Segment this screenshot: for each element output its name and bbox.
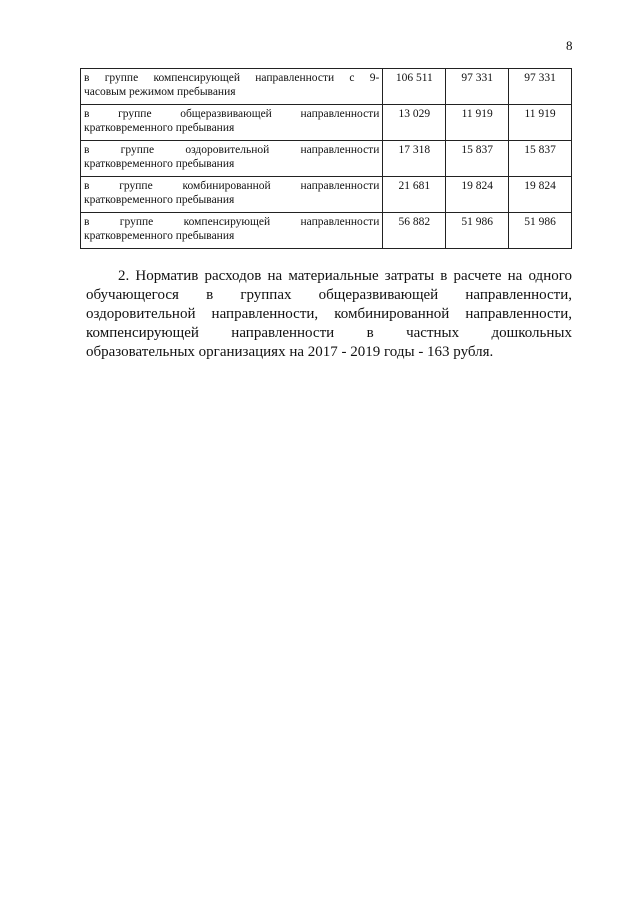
row-description-line: в группе компенсирующей направленности с 9- — [84, 72, 380, 84]
value-2017: 106 511 — [383, 69, 446, 105]
row-description-line: кратковременного пребывания — [84, 158, 235, 170]
value-2018: 15 837 — [446, 141, 509, 177]
expense-norm-paragraph — [86, 267, 572, 362]
value-2019: 19 824 — [509, 177, 572, 213]
row-description — [81, 213, 383, 249]
table-row — [81, 177, 572, 213]
row-description — [81, 69, 383, 105]
table-row — [81, 69, 572, 105]
row-description-line: в группе компенсирующей направленности — [84, 216, 380, 228]
value-2018: 19 824 — [446, 177, 509, 213]
table-row — [81, 105, 572, 141]
norms-table — [80, 68, 572, 249]
row-description-line: кратковременного пребывания — [84, 122, 235, 134]
row-description-line: в группе комбинированной направленности — [84, 180, 380, 192]
value-2018: 97 331 — [446, 69, 509, 105]
row-description-line: в группе общеразвивающей направленности — [84, 108, 380, 120]
value-2017: 13 029 — [383, 105, 446, 141]
row-description-line: часовым режимом пребывания — [84, 86, 236, 98]
value-2019: 15 837 — [509, 141, 572, 177]
paragraph-line: 2. Норматив расходов на материальные затраты в расчете на одного — [118, 268, 572, 284]
value-2018: 51 986 — [446, 213, 509, 249]
row-description-line: кратковременного пребывания — [84, 230, 235, 242]
value-2019: 97 331 — [509, 69, 572, 105]
value-2017: 56 882 — [383, 213, 446, 249]
table-row — [81, 213, 572, 249]
value-2017: 17 318 — [383, 141, 446, 177]
value-2019: 51 986 — [509, 213, 572, 249]
table-row — [81, 141, 572, 177]
row-description — [81, 141, 383, 177]
paragraph-line: оздоровительной направленности, комбинированной направленности, — [86, 306, 572, 322]
value-2019: 11 919 — [509, 105, 572, 141]
page-number: 8 — [566, 38, 573, 53]
paragraph-line: образовательных организациях на 2017 - 2019 годы - 163 рубля. — [86, 344, 494, 360]
value-2017: 21 681 — [383, 177, 446, 213]
paragraph-line: обучающегося в группах общеразвивающей направленности, — [86, 287, 572, 303]
row-description-line: в группе оздоровительной направленности — [84, 144, 380, 156]
row-description-line: кратковременного пребывания — [84, 194, 235, 206]
value-2018: 11 919 — [446, 105, 509, 141]
paragraph-line: компенсирующей направленности в частных дошкольных — [86, 325, 572, 341]
row-description — [81, 177, 383, 213]
row-description — [81, 105, 383, 141]
